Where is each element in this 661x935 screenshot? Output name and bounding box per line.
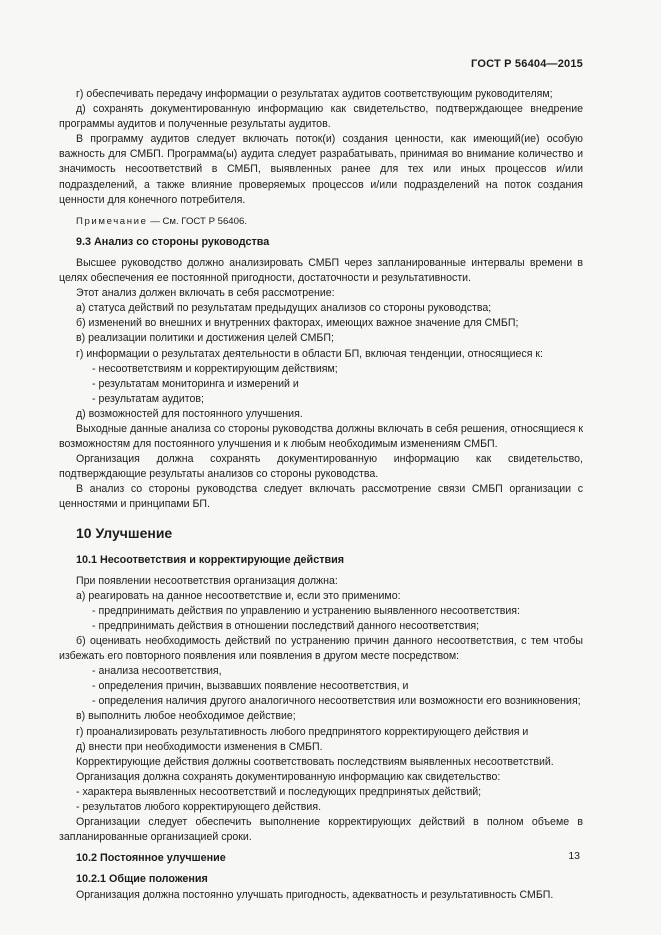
sub-list-item: - предпринимать действия по управлению и устранению выявленного несоответствия:	[92, 604, 520, 617]
list-item: - характера выявленных несоответствий и последующих предпринятых действий;	[76, 785, 482, 798]
section-heading-10-2-1: 10.2.1 Общие положения	[76, 873, 208, 886]
list-item: в) выполнить любое необходимое действие;	[76, 710, 296, 723]
paragraph: Организация должна постоянно улучшать пригодность, адекватность и результативность СМБП.	[76, 888, 554, 901]
list-item: г) информации о результатах деятельности в области БП, включая тенденции, относящиеся к:	[76, 347, 543, 360]
list-item: в) реализации политики и достижения целей СМБП;	[76, 332, 334, 345]
paragraph: Этот анализ должен включать в себя рассмотрение:	[76, 287, 335, 300]
section-heading-10-1: 10.1 Несоответствия и корректирующие действия	[76, 553, 345, 566]
paragraph: В анализ со стороны руководства следует включать рассмотрение связи СМБП организации с ценностями и принципами БП.	[59, 483, 583, 511]
paragraph: Корректирующие действия должны соответствовать последствиям выявленных несоответствий.	[76, 755, 554, 768]
paragraph: д) сохранять документированную информацию как свидетельство, подтверждающее внедрение программы аудитов и полученные результаты аудитов.	[59, 103, 583, 131]
paragraph: В программу аудитов следует включать поток(и) создания ценности, как имеющий(ие) особую важность для СМБП. Программа(ы) аудита следует разрабатывать, принимая во внимание количество и значимость несоответствий в СМБП, выявленных ранее для тех или иных процессов и/или подразделений, а также влияние проверяемых процессов и/или подразделений на поток создания ценности для конечного потребителя.	[59, 133, 583, 206]
list-item: а) реагировать на данное несоответствие и, если это применимо:	[76, 589, 401, 602]
sub-list-item: - анализа несоответствия,	[92, 665, 222, 678]
standard-number: ГОСТ Р 56404—2015	[471, 58, 583, 70]
sub-list-item: - несоответствиям и корректирующим действиям;	[92, 362, 338, 375]
paragraph: Выходные данные анализа со стороны руководства должны включать в себя решения, относящиеся к возможностям для постоянного улучшения и к любым необходимым изменениям СМБП.	[59, 422, 583, 451]
page-body	[59, 87, 583, 903]
section-heading-10: 10 Улучшение	[76, 524, 173, 541]
paragraph: Организация должна сохранять документированную информацию как свидетельство:	[76, 770, 501, 783]
sub-list-item: - результатам аудитов;	[92, 392, 204, 405]
section-heading-10-2: 10.2 Постоянное улучшение	[76, 852, 226, 865]
paragraph: При появлении несоответствия организация должна:	[76, 574, 338, 587]
list-item: г) проанализировать результативность любого предпринятого корректирующего действия и	[76, 725, 529, 738]
sub-list-item: - результатам мониторинга и измерений и	[92, 377, 299, 390]
sub-list-item: - определения наличия другого аналогичного несоответствия или возможности его возникновения;	[92, 695, 581, 708]
page-number: 13	[568, 850, 580, 862]
paragraph: Организация должна сохранять документированную информацию как свидетельство, подтверждающие результаты анализов со стороны руководства.	[59, 453, 583, 481]
sub-list-item: - предпринимать действия в отношении последствий данного несоответствия;	[92, 619, 480, 632]
note-label: Примечание	[76, 215, 148, 227]
list-item: д) возможностей для постоянного улучшения.	[76, 407, 303, 420]
paragraph: Высшее руководство должно анализировать СМБП через запланированные интервалы времени в целях обеспечения ее постоянной пригодности, достаточности и результативности.	[59, 256, 583, 285]
list-item: д) внести при необходимости изменения в СМБП.	[76, 740, 323, 753]
paragraph: Организации следует обеспечить выполнение корректирующих действий в полном объеме в запланированные организацией сроки.	[59, 816, 583, 844]
note-text: — См. ГОСТ Р 56406.	[147, 215, 247, 227]
sub-list-item: - определения причин, вызвавших появление несоответствия, и	[92, 680, 409, 693]
list-item: б) оценивать необходимость действий по устранению причин данного несоответствия, с тем чтобы избежать его повторного появления или появления в другом месте посредством:	[59, 635, 583, 663]
note	[59, 214, 583, 229]
list-item: а) статуса действий по результатам предыдущих анализов со стороны руководства;	[76, 302, 492, 315]
list-item: - результатов любого корректирующего действия.	[76, 801, 322, 814]
list-item: б) изменений во внешних и внутренних факторах, имеющих важное значение для СМБП;	[76, 317, 519, 330]
section-heading-9-3: 9.3 Анализ со стороны руководства	[76, 235, 270, 248]
paragraph: г) обеспечивать передачу информации о результатах аудитов соответствующим руководителям;	[76, 88, 553, 100]
